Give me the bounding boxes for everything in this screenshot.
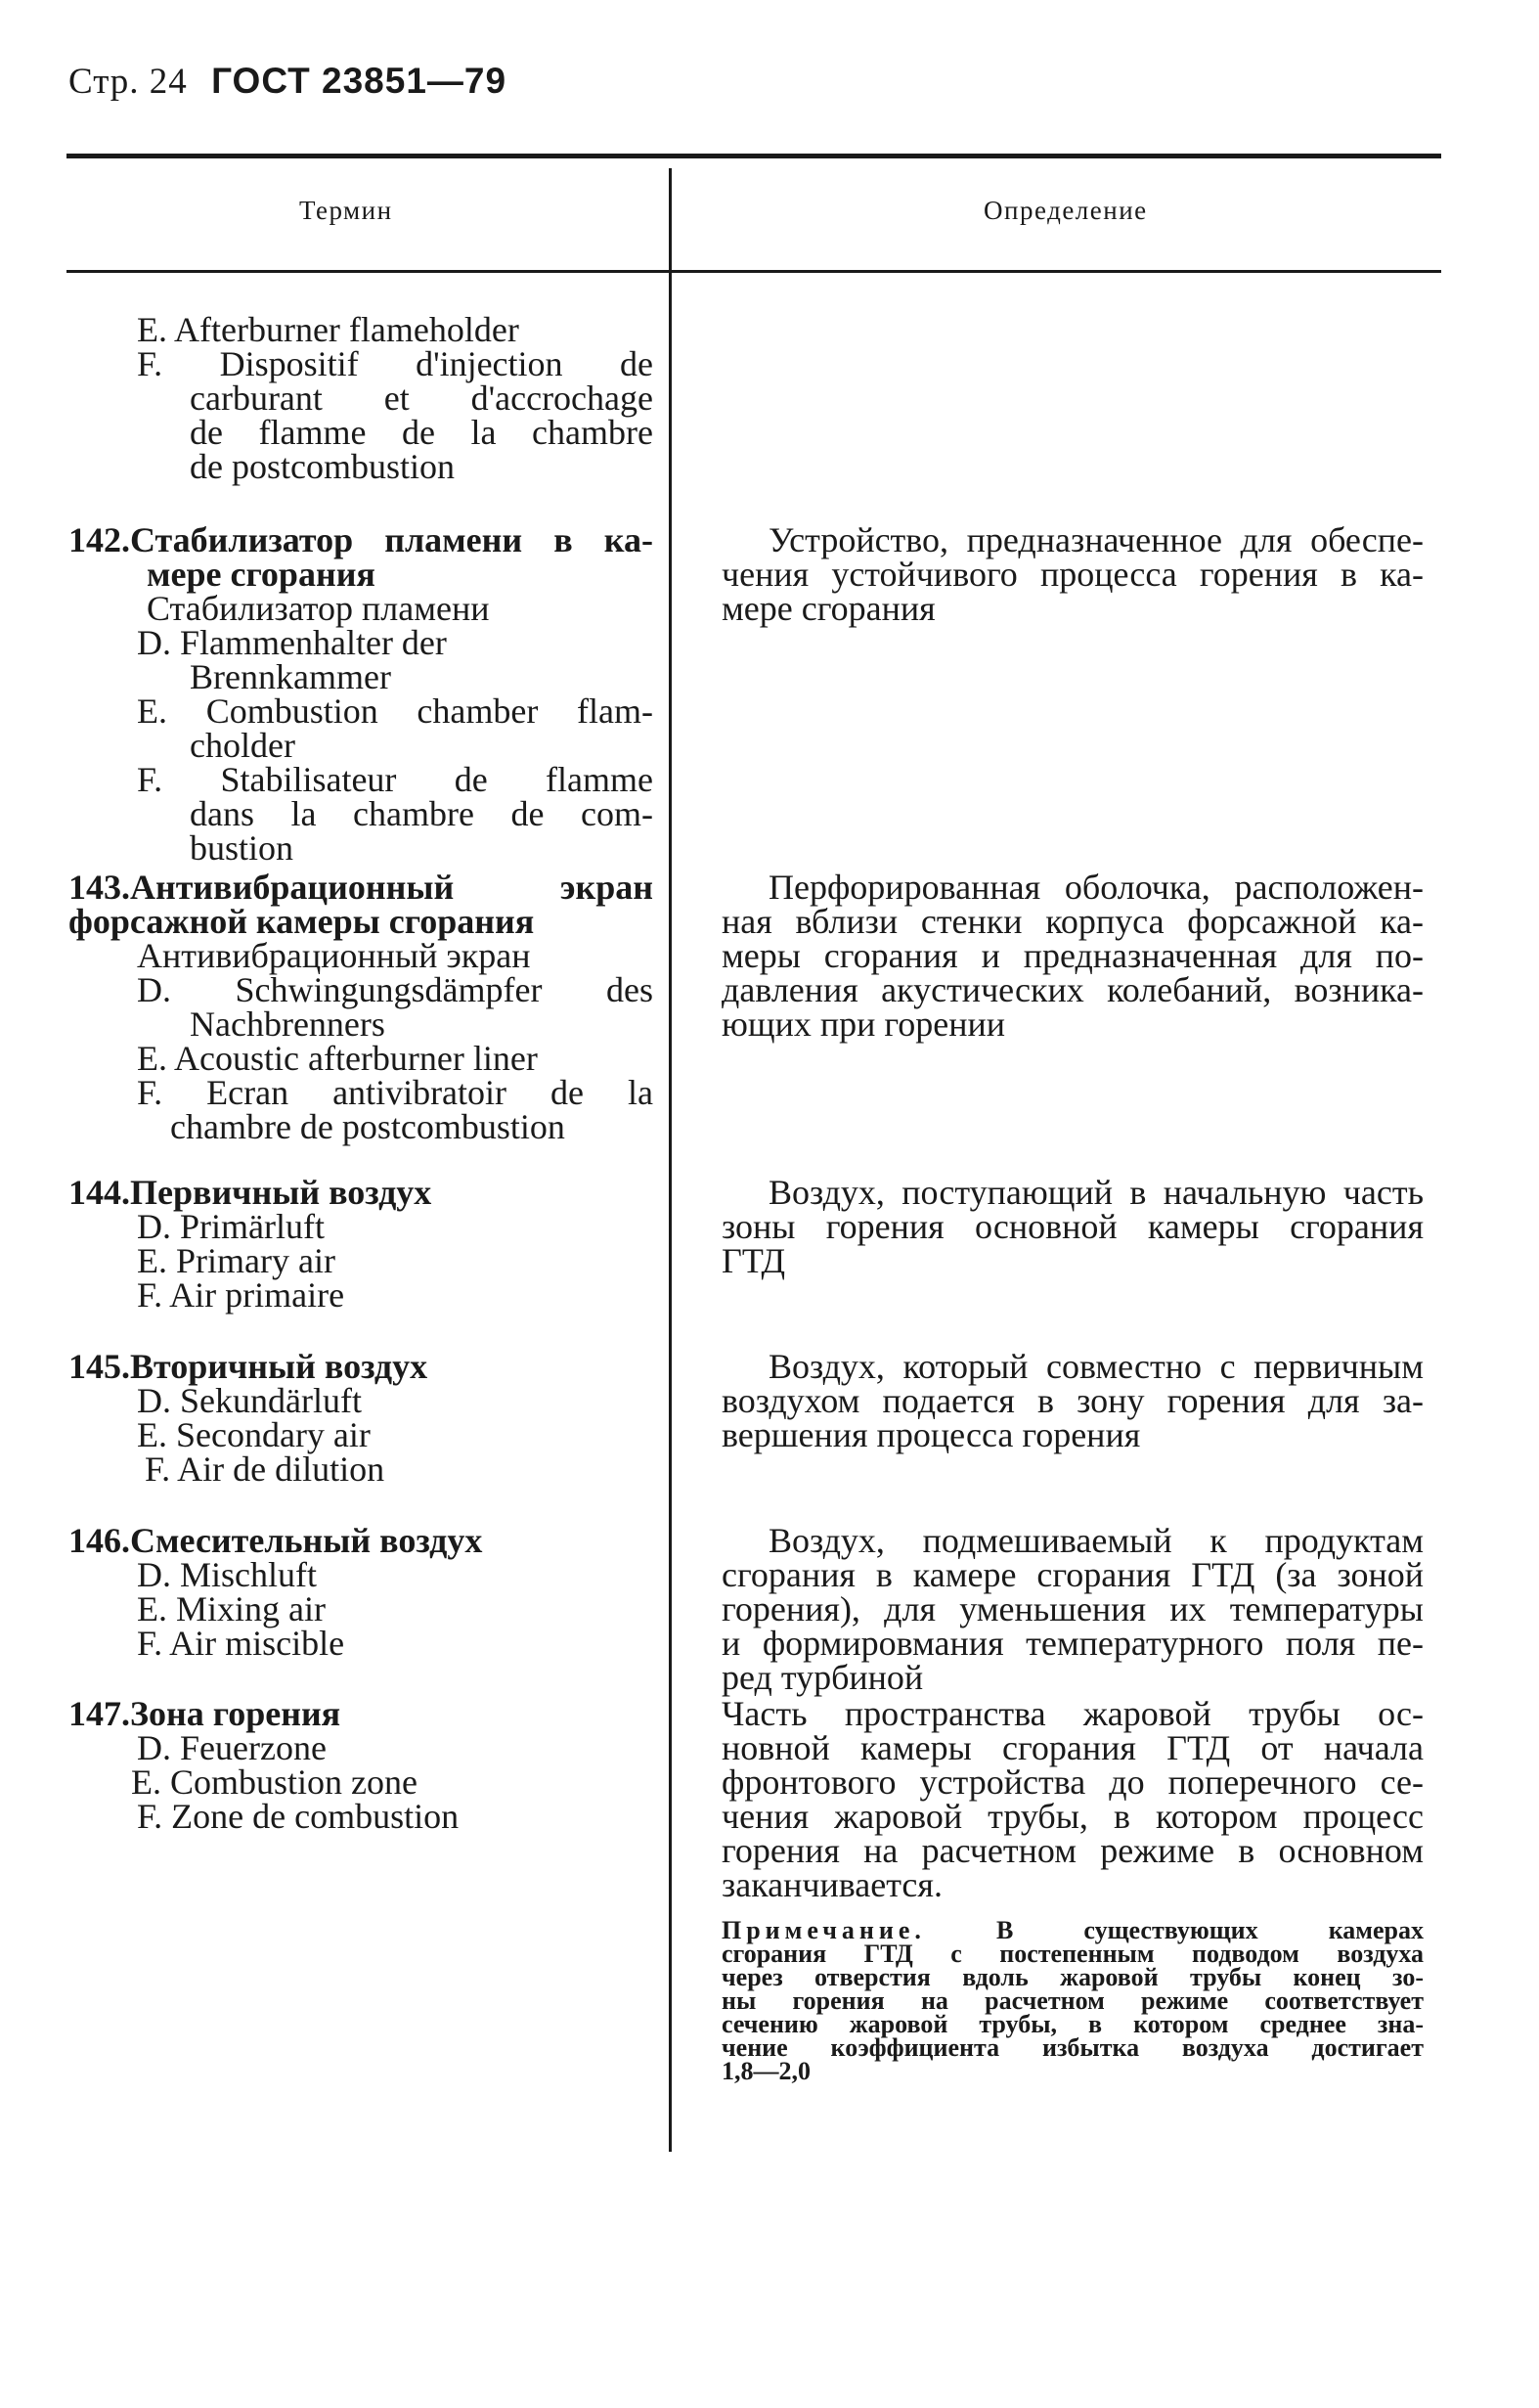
term-title: 142.Стабилизатор пламени в ка- [68,520,653,559]
term-synonym: Стабилизатор пламени [147,589,490,628]
continued-term-entry [68,310,653,486]
entry-number: 146. [68,1521,130,1560]
foreign-equivalent: F. Air de dilution [145,1449,385,1489]
definition-line: заканчивается. [722,1865,943,1904]
foreign-equivalent: carburant et d'accrochage [190,379,653,418]
foreign-equivalent: F. Air primaire [137,1275,345,1315]
foreign-equivalent: D. Flammenhalter der [137,623,447,662]
definition-line: ная вблизи стенки корпуса форсажной ка- [722,902,1424,941]
foreign-equivalent: E. Mixing air [137,1589,326,1628]
term-title: 146.Смесительный воздух [68,1521,483,1560]
definition-line: фронтового устройства до поперечного се- [722,1762,1424,1802]
term-title: 143.Антивибрационный экран [68,868,653,907]
definition-line: ГТД [722,1241,786,1280]
foreign-equivalent: E. Secondary air [137,1415,371,1454]
term-title: 145.Вторичный воздух [68,1347,428,1386]
term-entry-143 [68,870,653,1144]
foreign-equivalent: de flamme de la chambre [190,413,653,452]
definition-line: Часть пространства жаровой трубы ос- [722,1694,1424,1733]
foreign-equivalent: E. Combustion chamber flam- [137,691,653,731]
definition-line: Перфорированная оболочка, расположен- [769,868,1424,907]
definition-line: давления акустических колебаний, возника- [722,970,1424,1009]
foreign-equivalent: Nachbrenners [190,1004,385,1044]
term-title-continued: форсажной камеры сгорания [68,902,535,941]
definition-143 [722,870,1424,1042]
definition-145 [722,1347,1424,1454]
foreign-equivalent: Brennkammer [190,657,391,696]
foreign-equivalent: E. Primary air [137,1241,335,1280]
term-entry-146 [68,1521,653,1663]
note-147 [722,1916,1425,2085]
note-line: через отверстия вдоль жаровой трубы конец зо- [722,1963,1424,1991]
foreign-equivalent: F. Dispositif d'injection de [137,344,653,383]
term-title: 144.Первичный воздух [68,1173,432,1212]
definition-144 [722,1173,1424,1280]
foreign-equivalent: dans la chambre de com- [190,794,653,833]
foreign-equivalent: D. Sekundärluft [137,1381,362,1420]
standard-number: ГОСТ 23851—79 [211,61,507,101]
foreign-equivalent: D. Mischluft [137,1555,317,1594]
page-number: Стр. 24 [68,62,188,102]
foreign-equivalent: F. Stabilisateur de flamme [137,760,653,799]
definition-line: чения жаровой трубы, в котором процесс [722,1797,1424,1836]
definition-line: новной камеры сгорания ГТД от начала [722,1728,1424,1767]
definition-line: вершения процесса горения [722,1415,1141,1454]
definition-line: горения на расчетном режиме в основном [722,1831,1424,1870]
foreign-equivalent: de postcombustion [190,447,455,486]
definition-line: и формировмания температурного поля пе- [722,1624,1424,1663]
definition-line: ющих при горении [722,1004,1006,1044]
definition-line: Воздух, поступающий в начальную часть [769,1173,1424,1212]
page-header [68,61,506,103]
term-title: 147.Зона горения [68,1694,341,1733]
foreign-equivalent: F. Air miscible [137,1624,345,1663]
definition-142 [722,520,1424,628]
foreign-equivalent: D. Feuerzone [137,1728,327,1767]
foreign-equivalent: D. Primärluft [137,1207,325,1246]
foreign-equivalent: chambre de postcombustion [170,1107,565,1146]
definition-line: Устройство, предназначенное для обеспе- [769,520,1424,559]
note-label: Примечание. [722,1916,926,1944]
definition-146 [722,1521,1424,1697]
table-header-rule [66,270,1441,273]
definition-line: чения устойчивого процесса горения в ка- [722,555,1424,594]
column-divider [669,168,672,2152]
definition-line: мере сгорания [722,589,936,628]
foreign-equivalent: D. Schwingungsdämpfer des [137,970,653,1009]
definition-column-header: Определение [984,196,1148,225]
term-column-header: Термин [299,196,393,225]
term-entry-145 [68,1347,653,1489]
note-line: сгорания ГТД с постепенным подводом воздуха [722,1940,1424,1968]
foreign-equivalent: F. Ecran antivibratoir de la [137,1073,653,1112]
term-entry-144 [68,1173,653,1315]
foreign-equivalent: E. Afterburner flameholder [137,310,519,349]
entry-number: 147. [68,1694,130,1733]
definition-line: меры сгорания и предназначенная для по- [722,936,1424,975]
note-line: 1,8—2,0 [722,2057,811,2085]
entry-number: 143. [68,868,130,907]
term-entry-147 [68,1694,653,1836]
entry-number: 144. [68,1173,130,1212]
term-title-continued: мере сгорания [147,555,375,594]
foreign-equivalent: F. Zone de combustion [137,1797,460,1836]
table-top-rule [66,154,1441,158]
definition-line: сгорания в камере сгорания ГТД (за зоной [722,1555,1424,1594]
foreign-equivalent: E. Combustion zone [131,1762,418,1802]
definition-line: ред турбиной [722,1658,924,1697]
entry-number: 145. [68,1347,130,1386]
definition-line: воздухом подается в зону горения для за- [722,1381,1424,1420]
note-line: ны горения на расчетном режиме соответствует [722,1986,1424,2015]
definition-147 [722,1694,1424,1904]
definition-line: зоны горения основной камеры сгорания [722,1207,1424,1246]
foreign-equivalent: E. Acoustic afterburner liner [137,1039,538,1078]
term-synonym: Антивибрационный экран [137,936,531,975]
note-line: сечению жаровой трубы, в котором среднее зна- [722,2010,1424,2038]
note-line: Примечание. В существующих камерах [722,1916,1425,1944]
definition-line: Воздух, который совместно с первичным [769,1347,1424,1386]
term-entry-142 [68,520,653,868]
foreign-equivalent: cholder [190,726,295,765]
note-line: чение коэффициента избытка воздуха достигает [722,2033,1424,2062]
definition-line: горения), для уменьшения их температуры [722,1589,1424,1628]
foreign-equivalent: bustion [190,828,294,868]
entry-number: 142. [68,520,130,559]
definition-line: Воздух, подмешиваемый к продуктам [769,1521,1424,1560]
